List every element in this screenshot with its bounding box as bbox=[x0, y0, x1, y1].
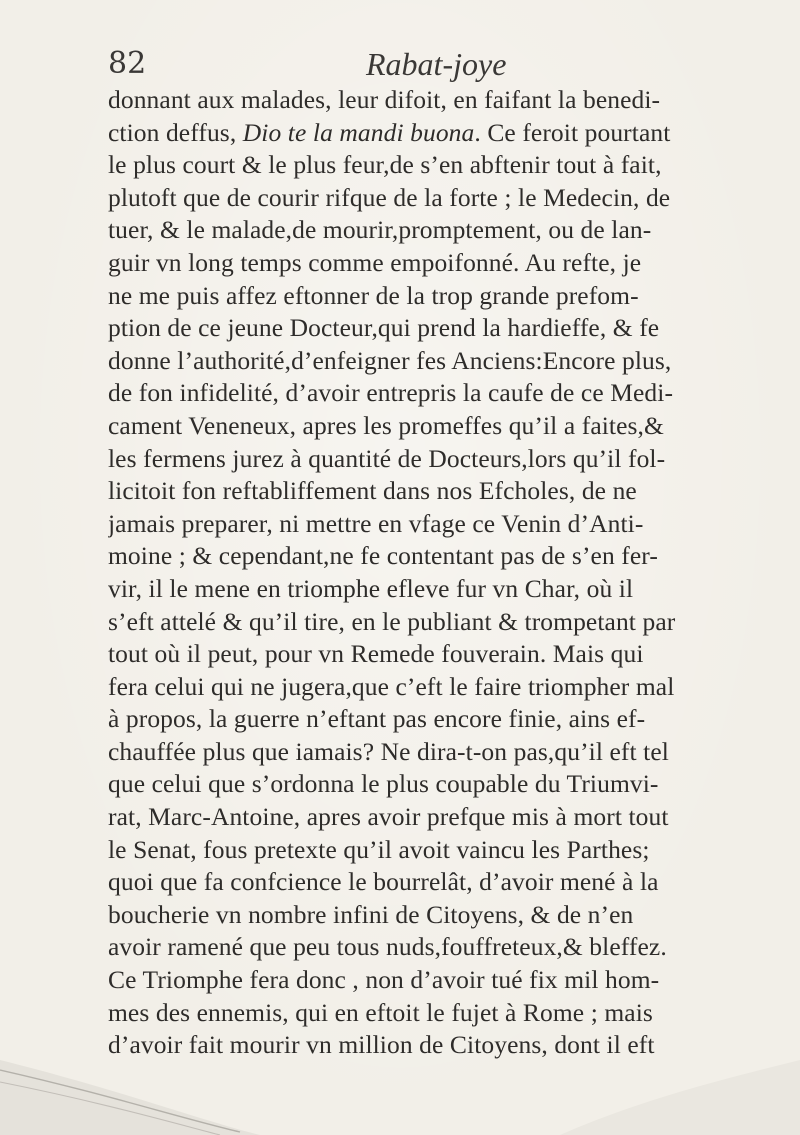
text-line-content: vir, il le mene en triomphe efleve fur vn Char, où il bbox=[108, 573, 634, 603]
text-line-content: tuer, & le malade,de mourir,promptement, ou de lan- bbox=[108, 215, 652, 245]
text-line bbox=[108, 475, 788, 508]
text-line bbox=[108, 866, 788, 899]
text-line-content: guir vn long temps comme empoifonné. Au refte, je bbox=[108, 247, 642, 277]
text-line-content: donnant aux malades, leur difoit, en faifant la benedi- bbox=[108, 85, 661, 114]
text-line bbox=[108, 899, 788, 932]
text-line bbox=[108, 345, 788, 378]
text-line bbox=[108, 149, 788, 182]
text-line bbox=[108, 540, 788, 573]
text-line bbox=[108, 443, 788, 476]
text-line-content: Ce Triomphe fera donc , non d’avoir tué fix mil hom- bbox=[108, 965, 660, 995]
text-line-content: à propos, la guerre n’eftant pas encore finie, ains ef- bbox=[108, 704, 646, 734]
page-header bbox=[108, 44, 528, 84]
text-line-content: cament Veneneux, apres les promeffes qu’il a faites,& bbox=[108, 410, 664, 440]
text-line-content: plutoft que de courir rifque de la forte ; le Medecin, de bbox=[108, 182, 671, 212]
text-line bbox=[108, 84, 788, 117]
body-text bbox=[108, 84, 788, 1062]
text-line-content: moine ; & cependant,ne fe contentant pas de s’en fer- bbox=[108, 541, 658, 571]
text-line-content: le plus court & le plus feur,de s’en abftenir tout à fait, bbox=[108, 150, 662, 180]
text-line-content: rat, Marc-Antoine, apres avoir prefque mis à mort tout bbox=[108, 802, 669, 832]
text-line-content: licitoit fon reftabliffement dans nos Efcholes, de ne bbox=[108, 476, 637, 506]
text-line-content: tout où il peut, pour vn Remede fouverain. Mais qui bbox=[108, 639, 644, 669]
text-line-content: s’eft attelé & qu’il tire, en le publiant & trompetant par bbox=[108, 606, 676, 636]
text-line-content: boucherie vn nombre infini de Citoyens, & de n’en bbox=[108, 899, 634, 929]
text-line bbox=[108, 410, 788, 443]
text-line-content: les fermens jurez à quantité de Docteurs,lors qu’il fol- bbox=[108, 443, 666, 473]
text-line-content: donne l’authorité,d’enfeigner fes Anciens:Encore plus, bbox=[108, 345, 672, 375]
text-line bbox=[108, 508, 788, 541]
text-line bbox=[108, 573, 788, 606]
text-line bbox=[108, 280, 788, 313]
text-line-content: ne me puis affez eftonner de la trop grande prefom- bbox=[108, 280, 639, 310]
text-line-continuation: . Ce feroit pourtant bbox=[474, 117, 671, 147]
text-line bbox=[108, 312, 788, 345]
text-line-content: de fon infidelité, d’avoir entrepris la caufe de ce Medi- bbox=[108, 378, 674, 408]
text-line-content: fera celui qui ne jugera,que c’eft le faire triompher mal bbox=[108, 671, 675, 701]
text-line bbox=[108, 736, 788, 769]
text-line bbox=[108, 1029, 788, 1062]
text-line bbox=[108, 931, 788, 964]
text-line-content: que celui que s’ordonna le plus coupable du Triumvi- bbox=[108, 769, 659, 799]
text-line-content: chauffée plus que iamais? Ne dira-t-on pas,qu’il eft tel bbox=[108, 736, 669, 766]
text-line bbox=[108, 638, 788, 671]
text-line bbox=[108, 377, 788, 410]
text-line bbox=[108, 214, 788, 247]
text-line-content: le Senat, fous pretexte qu’il avoit vaincu les Parthes; bbox=[108, 834, 650, 864]
text-line bbox=[108, 997, 788, 1030]
text-line bbox=[108, 671, 788, 704]
text-line-content: ction deffus, bbox=[108, 117, 243, 147]
running-head: Rabat-joye bbox=[366, 46, 507, 82]
text-line-content: ption de ce jeune Docteur,qui prend la hardieffe, & fe bbox=[108, 313, 660, 343]
text-line-content: jamais preparer, ni mettre en vfage ce Venin d’Anti- bbox=[108, 508, 644, 538]
text-line bbox=[108, 703, 788, 736]
text-line-content: avoir ramené que peu tous nuds,fouffreteux,& bleffez. bbox=[108, 932, 667, 962]
text-line bbox=[108, 606, 788, 639]
text-line bbox=[108, 801, 788, 834]
italic-phrase: Dio te la mandi buona bbox=[242, 117, 475, 147]
text-line-content: mes des ennemis, qui en eftoit le fujet à Rome ; mais bbox=[108, 997, 653, 1027]
text-line-content: quoi que fa confcience le bourrelât, d’avoir mené à la bbox=[108, 867, 659, 897]
text-line bbox=[108, 768, 788, 801]
page-number: 82 bbox=[108, 46, 147, 81]
text-line bbox=[108, 117, 788, 150]
text-line bbox=[108, 247, 788, 280]
text-line bbox=[108, 182, 788, 215]
text-line bbox=[108, 964, 788, 997]
text-line bbox=[108, 834, 788, 867]
text-line-content: d’avoir fait mourir vn million de Citoyens, dont il eft bbox=[108, 1030, 655, 1060]
